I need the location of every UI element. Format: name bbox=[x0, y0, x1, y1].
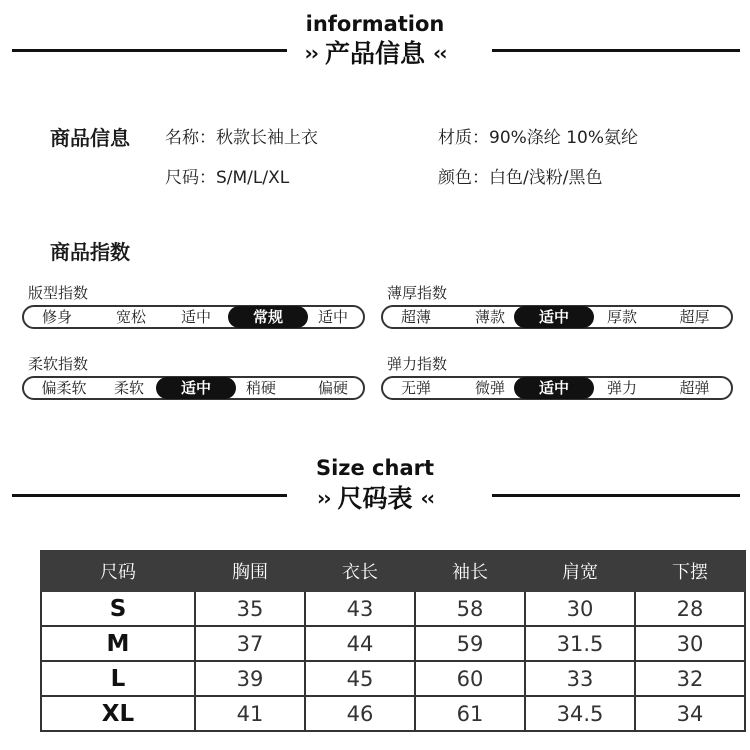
product-info-en-title: information bbox=[305, 12, 445, 36]
size-table-header-cell: 袖长 bbox=[415, 551, 525, 591]
measurement-cell: 46 bbox=[305, 696, 415, 731]
index-option: 稍硬 bbox=[245, 379, 276, 397]
size-table-header-cell: 肩宽 bbox=[525, 551, 635, 591]
index-option: 超薄 bbox=[400, 308, 431, 326]
table-row bbox=[41, 661, 745, 696]
measurement-cell: 60 bbox=[415, 661, 525, 696]
measurement-cell: 30 bbox=[635, 626, 745, 661]
size-chart-zh-header bbox=[0, 479, 750, 515]
size-table-body bbox=[41, 591, 745, 731]
measurement-cell: 58 bbox=[415, 591, 525, 626]
measurement-cell: 30 bbox=[525, 591, 635, 626]
measurement-cell: 31.5 bbox=[525, 626, 635, 661]
index-group-label: 柔软指数 bbox=[28, 355, 89, 373]
measurement-cell: 39 bbox=[195, 661, 305, 696]
index-heading: 商品指数 bbox=[50, 240, 130, 264]
index-option: 适中 bbox=[180, 308, 211, 326]
index-option: 超厚 bbox=[679, 308, 710, 326]
size-table-header-cell: 下摆 bbox=[635, 551, 745, 591]
index-option: 弹力 bbox=[606, 379, 637, 397]
product-info-heading: 商品信息 bbox=[50, 126, 130, 150]
index-option: 厚款 bbox=[606, 308, 637, 326]
table-row bbox=[41, 591, 745, 626]
index-option: 超弹 bbox=[679, 379, 710, 397]
index-group-label: 弹力指数 bbox=[387, 355, 448, 373]
size-table-header-cell: 胸围 bbox=[195, 551, 305, 591]
measurement-cell: 35 bbox=[195, 591, 305, 626]
measurement-cell: 34.5 bbox=[525, 696, 635, 731]
measurement-cell: 32 bbox=[635, 661, 745, 696]
size-table-header-row bbox=[41, 551, 745, 591]
measurement-cell: 41 bbox=[195, 696, 305, 731]
measurement-cell: 34 bbox=[635, 696, 745, 731]
size-table-header-cell: 衣长 bbox=[305, 551, 415, 591]
index-scale bbox=[381, 305, 733, 329]
product-colors: 颜色：白色/浅粉/黑色 bbox=[438, 168, 603, 188]
index-option: 无弹 bbox=[400, 379, 431, 397]
index-group-label: 薄厚指数 bbox=[387, 284, 448, 302]
measurement-cell: 44 bbox=[305, 626, 415, 661]
measurement-cell: 33 bbox=[525, 661, 635, 696]
chevron-left-icon: ‹‹ bbox=[420, 486, 433, 510]
measurement-cell: 61 bbox=[415, 696, 525, 731]
chevron-right-icon: ›› bbox=[317, 486, 330, 510]
product-info-zh-title: 产品信息 bbox=[324, 39, 425, 68]
index-option: 宽松 bbox=[115, 308, 146, 326]
measurement-cell: 28 bbox=[635, 591, 745, 626]
index-option-selected: 常规 bbox=[228, 306, 308, 328]
index-option: 微弹 bbox=[474, 379, 505, 397]
index-scale bbox=[22, 376, 365, 400]
index-option-selected: 适中 bbox=[514, 377, 594, 399]
product-info-zh-header bbox=[0, 34, 750, 70]
product-name: 名称：秋款长袖上衣 bbox=[165, 128, 318, 148]
size-label-cell: M bbox=[41, 626, 195, 661]
size-table-header-cell: 尺码 bbox=[41, 551, 195, 591]
measurement-cell: 45 bbox=[305, 661, 415, 696]
measurement-cell: 37 bbox=[195, 626, 305, 661]
index-option: 柔软 bbox=[113, 379, 144, 397]
index-option: 适中 bbox=[317, 308, 348, 326]
index-option: 薄款 bbox=[474, 308, 505, 326]
size-chart-en-title: Size chart bbox=[315, 456, 435, 480]
chevron-right-icon: ›› bbox=[304, 41, 317, 65]
index-scale bbox=[22, 305, 365, 329]
index-group-label: 版型指数 bbox=[28, 284, 89, 302]
size-chart-zh-title: 尺码表 bbox=[337, 484, 413, 513]
size-label-cell: XL bbox=[41, 696, 195, 731]
size-table bbox=[40, 550, 746, 732]
index-option: 偏柔软 bbox=[41, 379, 87, 397]
index-scale bbox=[381, 376, 733, 400]
index-option-selected: 适中 bbox=[514, 306, 594, 328]
table-row bbox=[41, 696, 745, 731]
product-sizes: 尺码：S/M/L/XL bbox=[165, 168, 290, 188]
measurement-cell: 43 bbox=[305, 591, 415, 626]
index-option: 偏硬 bbox=[317, 379, 348, 397]
index-option-selected: 适中 bbox=[156, 377, 236, 399]
chevron-left-icon: ‹‹ bbox=[433, 41, 446, 65]
size-label-cell: L bbox=[41, 661, 195, 696]
product-material: 材质：90%涤纶 10%氨纶 bbox=[438, 128, 638, 148]
size-label-cell: S bbox=[41, 591, 195, 626]
table-row bbox=[41, 626, 745, 661]
measurement-cell: 59 bbox=[415, 626, 525, 661]
index-option: 修身 bbox=[41, 308, 72, 326]
